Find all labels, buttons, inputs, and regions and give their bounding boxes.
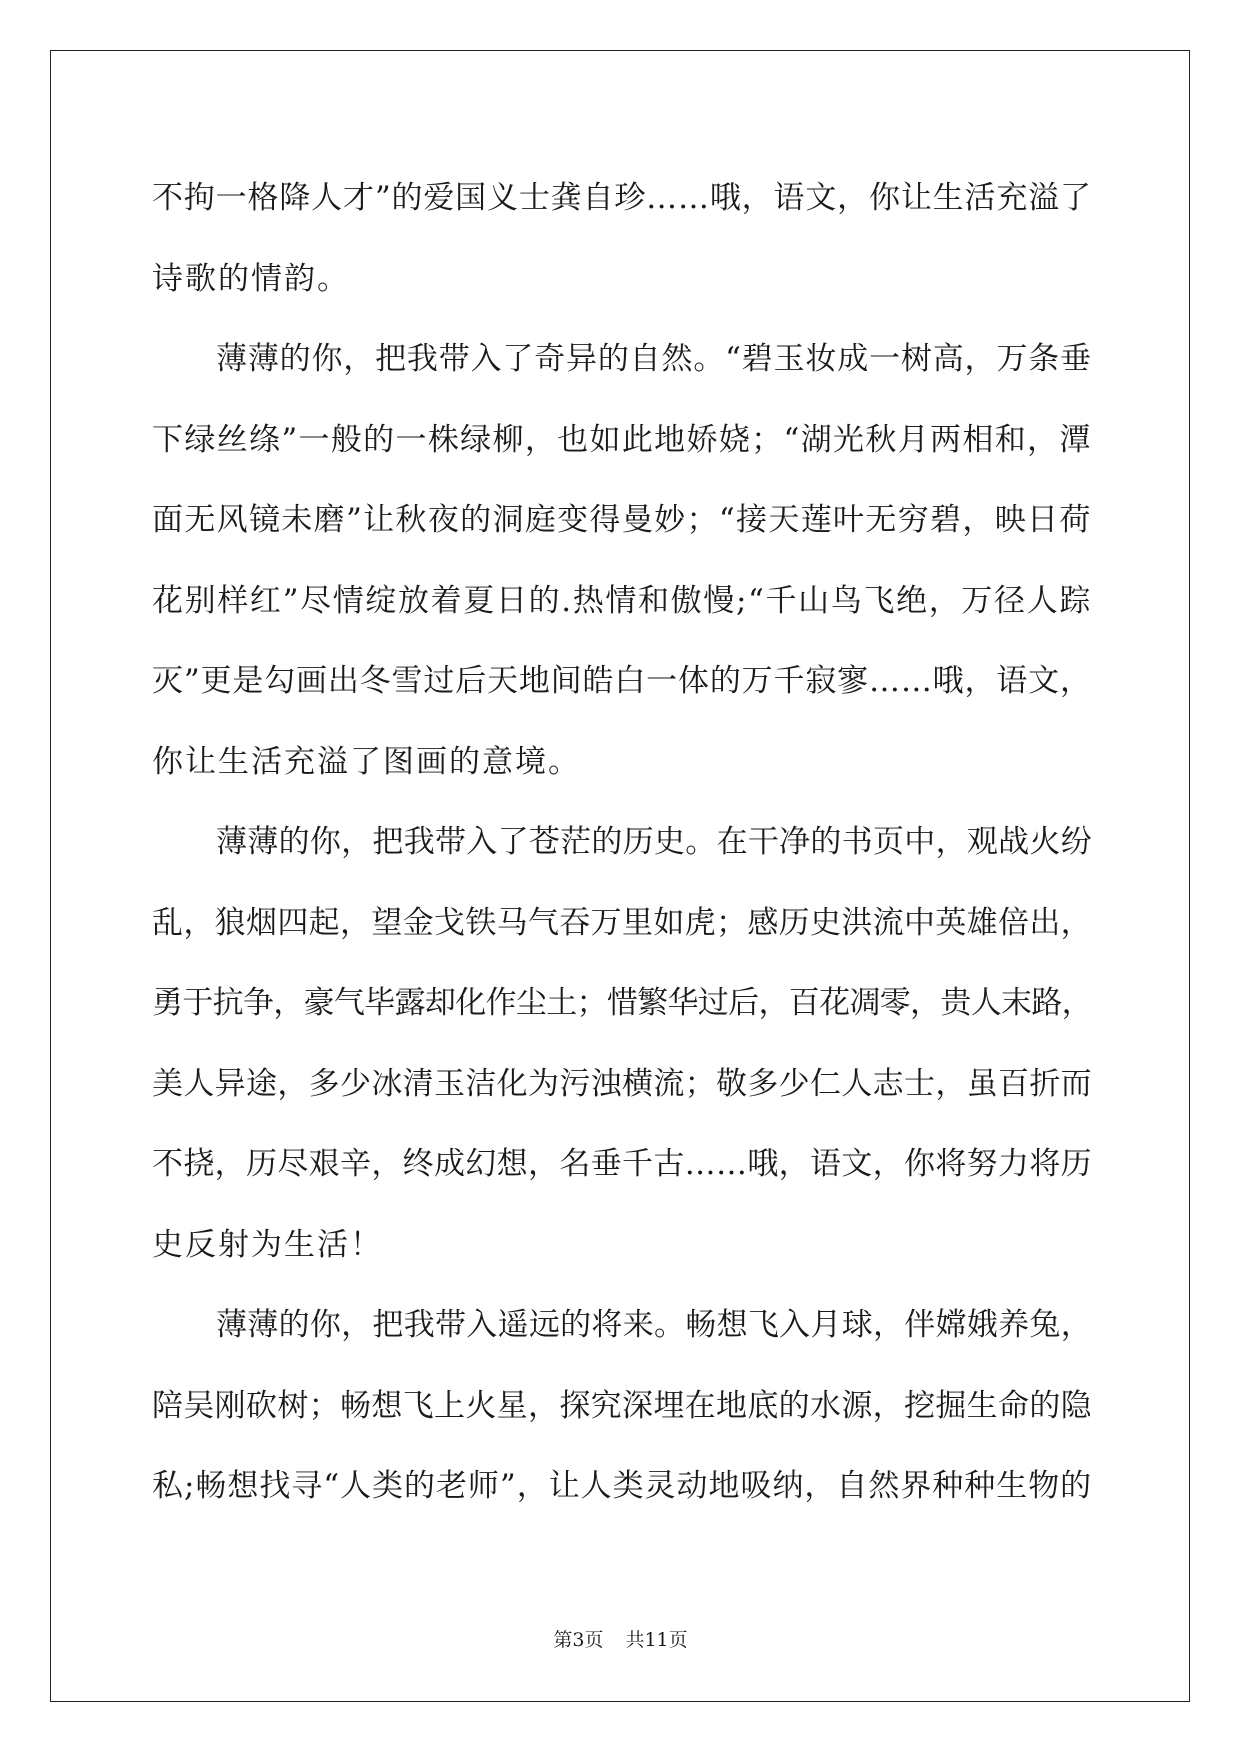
text-line-7: 灭”更是勾画出冬雪过后天地间皓白一体的万千寂寥……哦，语文， bbox=[152, 663, 1092, 699]
text-line-5: 面无风镜未磨”让秋夜的洞庭变得曼妙；“接天莲叶无穷碧，映日荷 bbox=[152, 502, 1092, 538]
page-number: 第3页 bbox=[553, 1629, 604, 1651]
text-line-8: 你让生活充溢了图画的意境。 bbox=[152, 743, 581, 780]
text-line-14: 史反射为生活！ bbox=[152, 1226, 383, 1263]
text-line-16: 陪吴刚砍树；畅想飞上火星，探究深埋在地底的水源，挖掘生命的隐 bbox=[152, 1387, 1092, 1424]
text-line-4: 下绿丝绦”一般的一株绿柳，也如此地娇娆；“湖光秋月两相和，潭 bbox=[152, 421, 1092, 458]
document-body bbox=[152, 158, 1092, 1527]
page-footer bbox=[0, 1625, 1241, 1652]
text-line-15: 薄薄的你，把我带入遥远的将来。畅想飞入月球，伴嫦娥养兔， bbox=[216, 1307, 1092, 1343]
text-line-1: 不拘一格降人才”的爱国义士龚自珍……哦，语文，你让生活充溢了 bbox=[152, 180, 1092, 216]
text-line-17: 私;畅想找寻“人类的老师”，让人类灵动地吸纳，自然界种种生物的 bbox=[152, 1468, 1093, 1504]
text-line-2: 诗歌的情韵。 bbox=[152, 260, 350, 297]
text-line-11: 勇于抗争，豪气毕露却化作尘土；惜繁华过后，百花凋零，贵人末路， bbox=[152, 985, 1092, 1021]
text-line-13: 不挠，历尽艰辛，终成幻想，名垂千古……哦，语文，你将努力将历 bbox=[152, 1146, 1092, 1182]
text-line-9: 薄薄的你，把我带入了苍茫的历史。在干净的书页中，观战火纷 bbox=[216, 824, 1092, 860]
text-line-3: 薄薄的你，把我带入了奇异的自然。“碧玉妆成一树高，万条垂 bbox=[216, 341, 1092, 377]
text-line-12: 美人异途，多少冰清玉洁化为污浊横流；敬多少仁人志士，虽百折而 bbox=[152, 1065, 1092, 1102]
text-line-10: 乱，狼烟四起，望金戈铁马气吞万里如虎；感历史洪流中英雄倍出， bbox=[152, 904, 1092, 941]
text-line-6: 花别样红”尽情绽放着夏日的.热情和傲慢;“千山鸟飞绝，万径人踪 bbox=[152, 582, 1092, 619]
page-total: 共11页 bbox=[625, 1629, 688, 1651]
